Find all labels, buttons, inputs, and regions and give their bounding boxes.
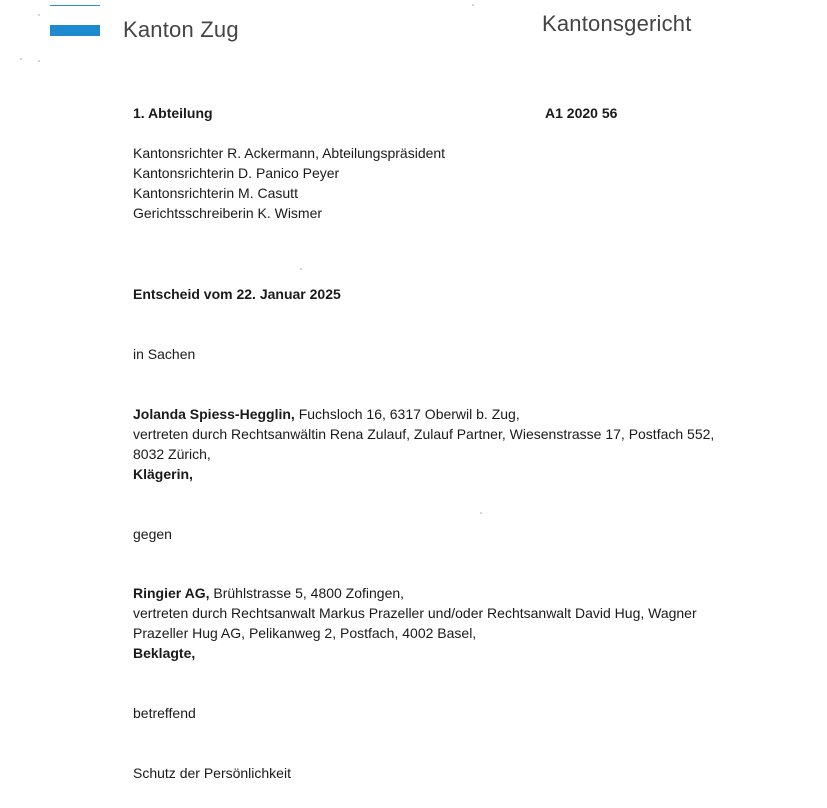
in-re-label: in Sachen — [133, 346, 196, 362]
decision-title: Entscheid vom 22. Januar 2025 — [133, 286, 341, 302]
plaintiff-representative-city: 8032 Zürich, — [133, 446, 211, 462]
scan-speck — [480, 512, 482, 514]
defendant-representative: vertreten durch Rechtsanwalt Markus Prazeller und/oder Rechtsanwalt David Hug, Wagner — [133, 605, 697, 621]
scan-speck — [38, 60, 40, 62]
scan-speck — [20, 58, 22, 60]
court-name: Kantonsgericht — [542, 11, 692, 36]
plaintiff-line — [133, 404, 520, 424]
plaintiff-address: Fuchsloch 16, 6317 Oberwil b. Zug, — [294, 406, 520, 422]
defendant-representative-address: Prazeller Hug AG, Pelikanweg 2, Postfach, 4002 Basel, — [133, 625, 477, 641]
concerning-label: betreffend — [133, 705, 196, 721]
logo-top-line — [50, 5, 100, 6]
defendant-name: Ringier AG, — [133, 585, 210, 601]
panel-member: Kantonsrichter R. Ackermann, Abteilungspräsident — [133, 145, 446, 161]
against-label: gegen — [133, 526, 172, 542]
panel-member: Kantonsrichterin D. Panico Peyer — [133, 165, 340, 181]
subject-text: Schutz der Persönlichkeit — [133, 765, 291, 781]
plaintiff-role: Klägerin, — [133, 466, 193, 482]
division-label: 1. Abteilung — [133, 105, 213, 121]
panel-member: Kantonsrichterin M. Casutt — [133, 185, 298, 201]
scan-speck — [472, 4, 474, 6]
scan-speck — [300, 268, 302, 270]
panel-member: Gerichtsschreiberin K. Wismer — [133, 205, 323, 221]
defendant-line — [133, 583, 404, 603]
plaintiff-name: Jolanda Spiess-Hegglin, — [133, 406, 295, 422]
defendant-address: Brühlstrasse 5, 4800 Zofingen, — [209, 585, 405, 601]
canton-logo-bar — [50, 25, 100, 36]
scan-speck — [38, 14, 40, 16]
defendant-role: Beklagte, — [133, 645, 196, 661]
canton-name: Kanton Zug — [123, 17, 239, 42]
case-number: A1 2020 56 — [545, 105, 618, 121]
plaintiff-representative: vertreten durch Rechtsanwältin Rena Zulauf, Zulauf Partner, Wiesenstrasse 17, Postfach 552, — [133, 426, 715, 442]
